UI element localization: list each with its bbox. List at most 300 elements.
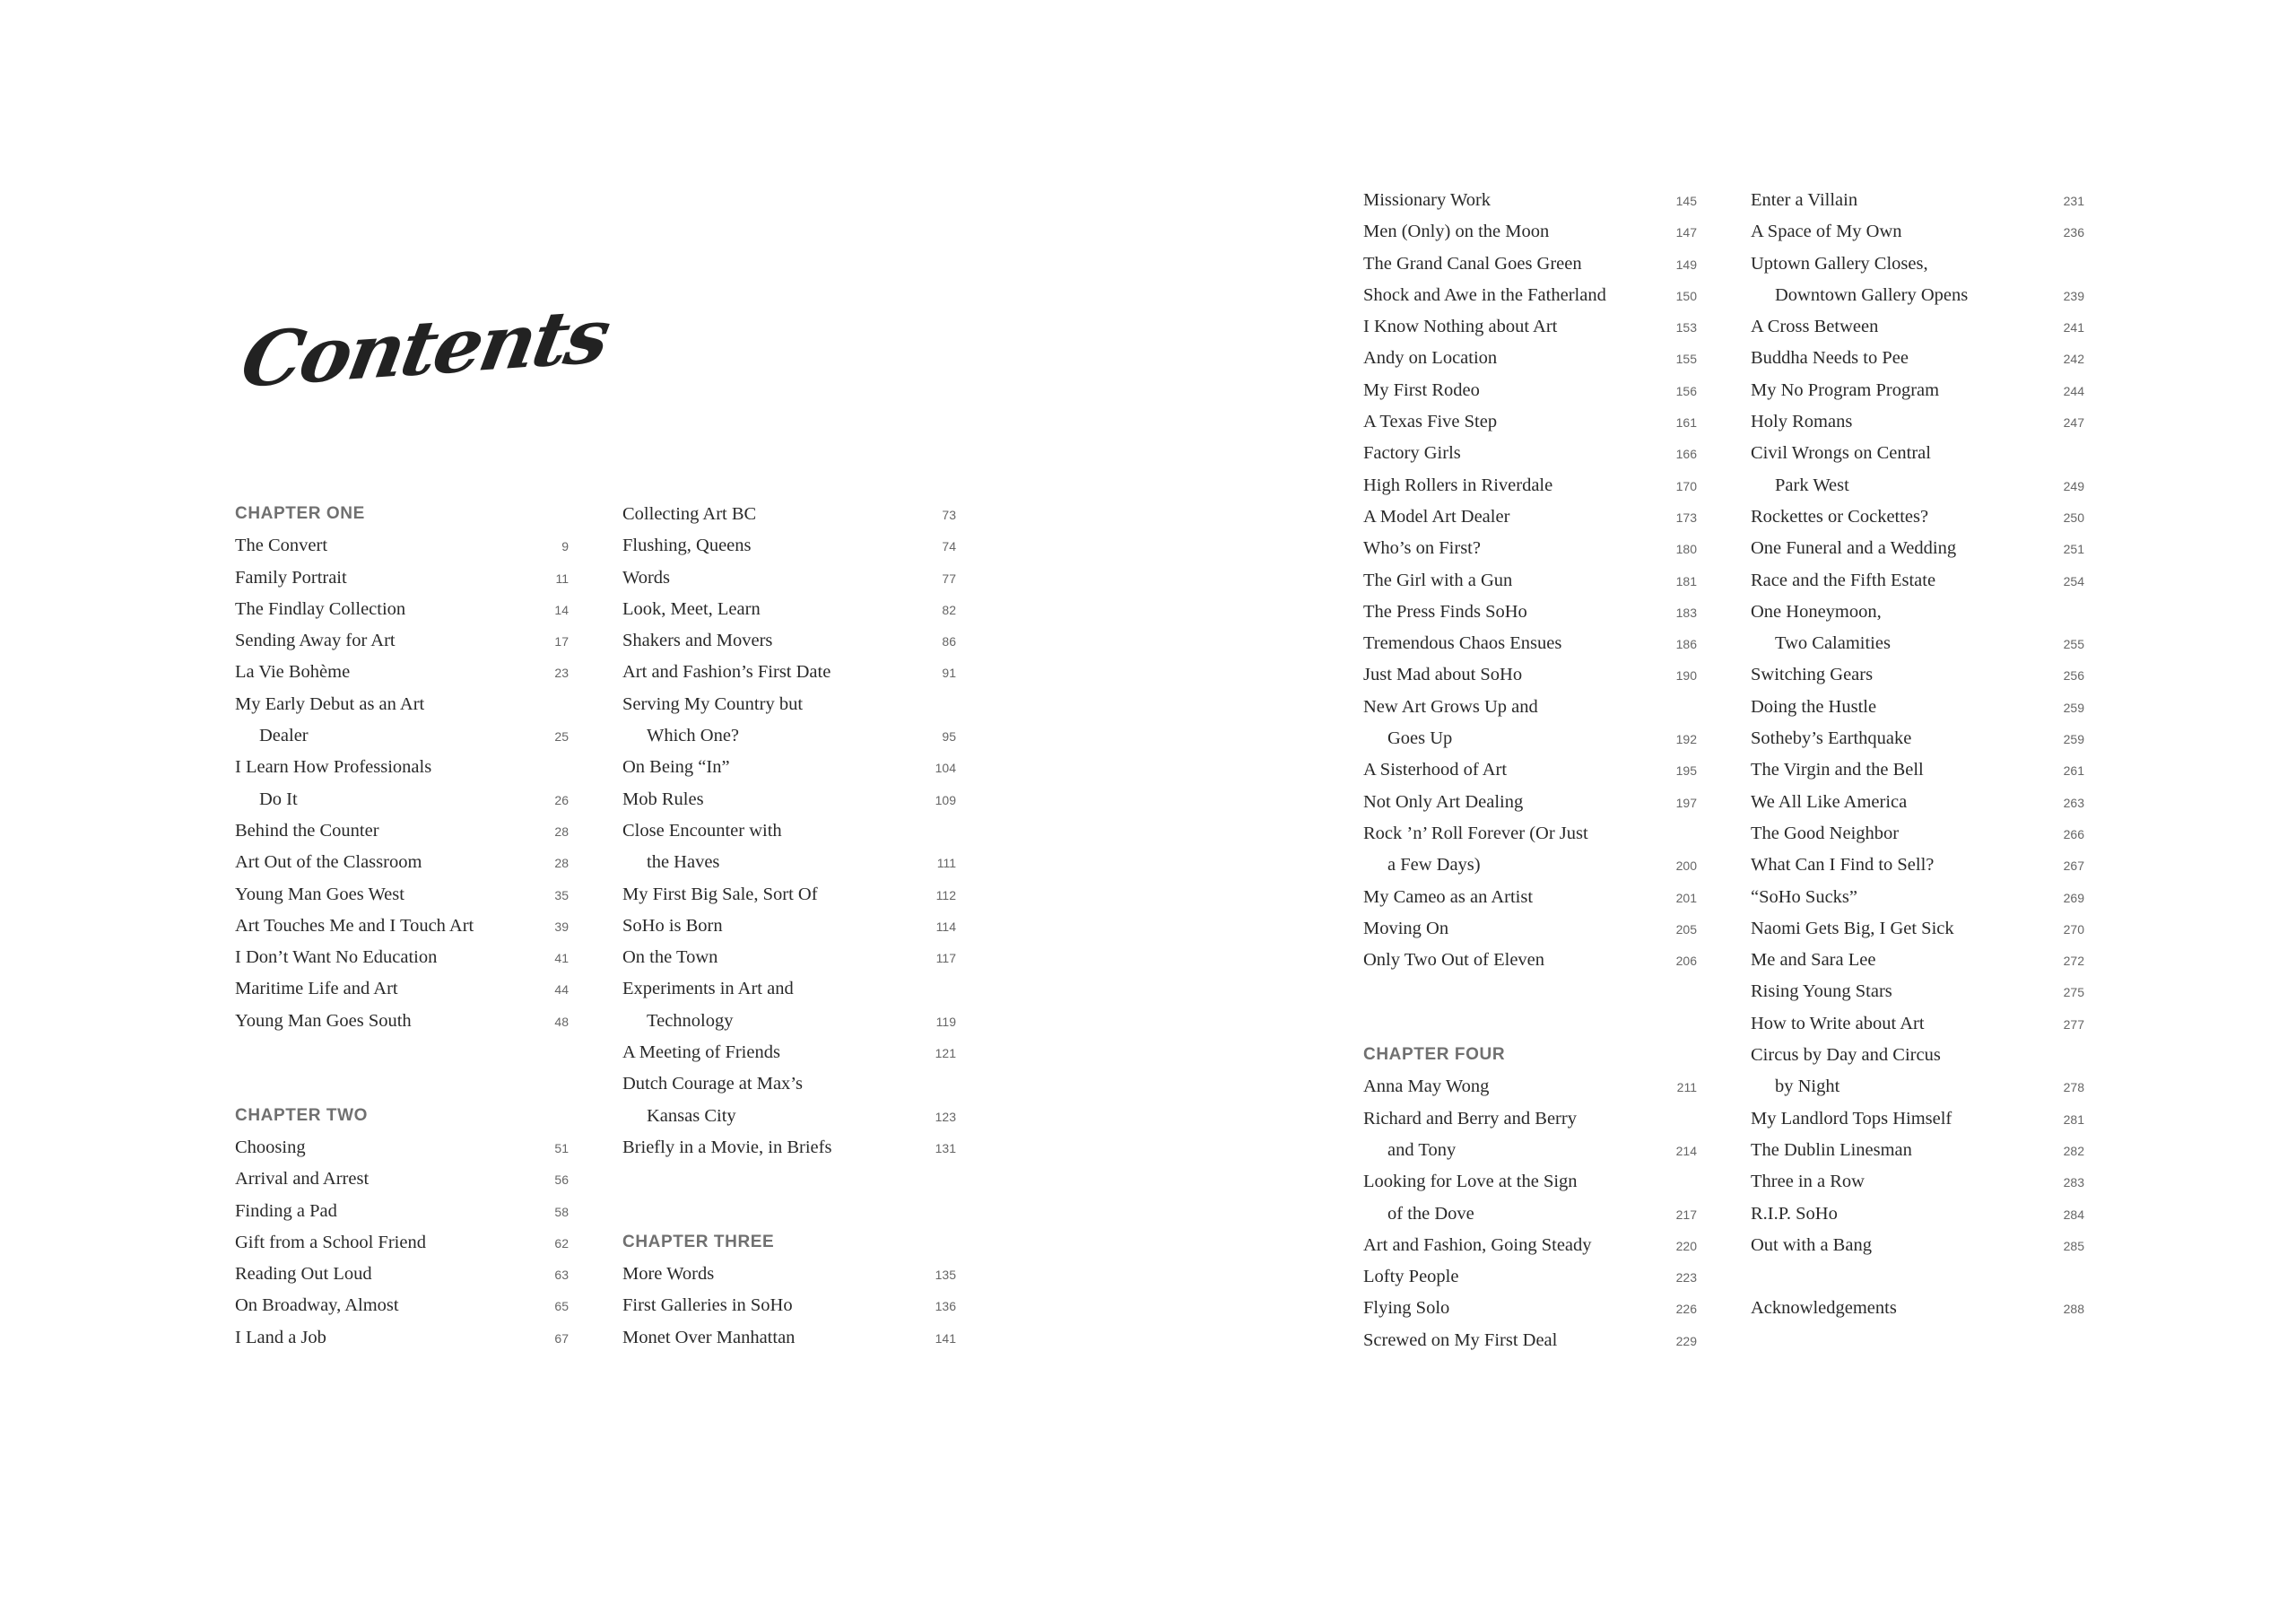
entry-title: Shock and Awe in the Fatherland [1363,284,1606,305]
entry-title: Out with a Bang [1751,1234,1872,1255]
page-number: 239 [2063,288,2084,303]
page-number: 223 [1675,1270,1697,1285]
toc-entry[interactable] [1363,881,1697,912]
entry-title: Me and Sara Lee [1751,950,1876,971]
entry-title: Serving My Country but [622,693,804,714]
entry-title: Switching Gears [1751,665,1874,685]
page-number: 259 [2063,700,2084,715]
entry-title: The Virgin and the Bell [1751,760,1924,780]
toc-entry[interactable] [1751,754,2084,785]
toc-entry[interactable] [1363,754,1697,785]
page-number: 48 [554,1014,569,1029]
page-number: 145 [1675,194,1697,208]
toc-entry[interactable] [1363,658,1697,690]
page-number: 206 [1675,954,1697,969]
entry-title: What Can I Find to Sell? [1751,855,1935,876]
entry-title: Young Man Goes South [235,1010,412,1031]
toc-entry[interactable] [1363,184,1697,215]
entry-title: Andy on Location [1363,348,1498,369]
toc-entry[interactable] [622,941,956,972]
entry-title: The Grand Canal Goes Green [1363,253,1582,274]
toc-entry[interactable] [1751,817,2084,849]
entry-title: The Dublin Linesman [1751,1139,1912,1160]
toc-entry[interactable] [1751,944,2084,975]
page-number: 23 [554,666,569,681]
entry-title: A Model Art Dealer [1363,506,1510,527]
entry-title: Lofty People [1363,1267,1459,1287]
entry-title: On Being “In” [622,757,730,778]
toc-entry[interactable] [235,878,569,910]
page-number: 282 [2063,1143,2084,1158]
page-number: 183 [1675,605,1697,620]
toc-entry[interactable] [1363,310,1697,342]
entry-title: Missionary Work [1363,190,1492,210]
toc-entry[interactable] [1751,691,2084,722]
toc-entry[interactable] [622,562,956,593]
toc-entry[interactable] [235,656,569,687]
toc-entry[interactable] [1363,279,1697,310]
page-number: 112 [935,887,956,902]
chapter-heading: CHAPTER FOUR [1363,1045,1506,1065]
page-number: 117 [935,951,956,966]
entry-title: A Texas Five Step [1363,412,1498,432]
page-number: 141 [935,1330,956,1346]
entry-title: Circus by Day and Circus [1751,1045,1941,1066]
entry-title: Flushing, Queens [622,536,752,556]
toc-entry[interactable] [622,815,956,878]
entry-title: Briefly in a Movie, in Briefs [622,1137,832,1157]
toc-entry[interactable] [1363,374,1697,405]
page-number: 247 [2063,415,2084,431]
toc-entry[interactable] [622,1289,956,1320]
entry-title: Kansas City [647,1105,736,1126]
entry-title: Downtown Gallery Opens [1775,284,1969,305]
page-number: 62 [554,1235,569,1251]
entry-title: Moving On [1363,918,1449,938]
page-number: 249 [2063,478,2084,493]
entry-title: and Tony [1387,1139,1457,1160]
toc-entry[interactable] [1363,564,1697,596]
entry-title: A Cross Between [1751,317,1879,337]
toc-entry[interactable] [1751,342,2084,373]
entry-title: Three in a Row [1751,1172,1865,1192]
page-number: 190 [1675,668,1697,684]
entry-title: Uptown Gallery Closes, [1751,253,1928,274]
page-number: 41 [554,951,569,966]
toc-entry[interactable] [1751,722,2084,754]
toc-entry[interactable] [1363,248,1697,279]
entry-title: Not Only Art Dealing [1363,791,1524,812]
entry-title: First Galleries in SoHo [622,1295,793,1316]
entry-title: Monet Over Manhattan [622,1327,796,1347]
page-number: 186 [1675,637,1697,652]
page-number: 197 [1675,795,1697,810]
page-number: 135 [935,1268,956,1283]
entry-title: Art and Fashion, Going Steady [1363,1234,1592,1255]
toc-entry[interactable] [1363,786,1697,817]
entry-title: Technology [647,1010,734,1031]
toc-entry[interactable] [1751,1102,2084,1134]
toc-entry[interactable] [1751,975,2084,1007]
entry-title: On the Town [622,947,718,968]
page-number: 114 [935,919,956,934]
page-number: 256 [2063,668,2084,684]
toc-entry[interactable] [622,498,956,529]
entry-title: Art Touches Me and I Touch Art [235,915,474,936]
page-number: 63 [554,1268,569,1283]
toc-entry[interactable] [235,688,569,752]
page-number: 251 [2063,542,2084,557]
entry-title: Park West [1775,475,1849,495]
entry-title: Which One? [647,726,740,746]
entry-title: Do It [259,789,298,809]
entry-title: Enter a Villain [1751,190,1858,210]
toc-entry[interactable] [1363,817,1697,881]
entry-title: A Sisterhood of Art [1363,760,1508,780]
toc-column-3 [1363,184,1697,1355]
toc-entry[interactable] [235,751,569,815]
page-number: 82 [942,602,956,617]
page-number: 284 [2063,1207,2084,1222]
entry-title: Race and the Fifth Estate [1751,570,1936,590]
toc-entry[interactable] [1751,248,2084,311]
toc-column-4 [1751,184,2084,1324]
toc-entry[interactable] [622,1321,956,1353]
toc-entry[interactable] [1363,1165,1697,1229]
page-number: 261 [2063,763,2084,779]
page-number: 14 [554,602,569,617]
toc-entry[interactable] [1363,215,1697,247]
entry-title: High Rollers in Riverdale [1363,475,1553,495]
toc-entry[interactable] [1751,501,2084,532]
page-number: 77 [942,571,956,586]
toc-entry[interactable] [235,1321,569,1353]
page-title: Contents [235,291,615,405]
page-number: 86 [942,634,956,649]
toc-entry[interactable] [1751,215,2084,247]
entry-title: Tremendous Chaos Ensues [1363,633,1562,654]
page-number: 28 [554,824,569,839]
page-number: 150 [1675,288,1697,303]
page-number: 288 [2063,1302,2084,1317]
entry-title: Maritime Life and Art [235,979,398,999]
entry-title: More Words [622,1264,715,1285]
toc-entry[interactable] [1363,405,1697,437]
page-number: 39 [554,919,569,934]
toc-entry[interactable] [1363,1070,1697,1102]
page-number: 153 [1675,320,1697,336]
page-number: 236 [2063,225,2084,240]
entry-title: My Landlord Tops Himself [1751,1108,1952,1129]
page-number: 56 [554,1172,569,1188]
page-number: 25 [554,729,569,745]
page-number: 51 [554,1140,569,1155]
toc-entry[interactable] [1363,912,1697,944]
entry-title: Arrival and Arrest [235,1169,370,1190]
page-number: 181 [1675,573,1697,588]
page-number: 58 [554,1204,569,1219]
toc-entry[interactable] [622,878,956,910]
entry-title: A Meeting of Friends [622,1042,780,1063]
toc-entry[interactable] [1751,564,2084,596]
page-number: 17 [554,634,569,649]
entry-title: La Vie Bohème [235,662,351,683]
toc-entry[interactable] [622,751,956,782]
page-number: 281 [2063,1111,2084,1127]
page-number: 121 [935,1046,956,1061]
toc-entry[interactable] [1751,310,2084,342]
entry-title: The Convert [235,536,328,556]
page-number: 285 [2063,1238,2084,1253]
toc-entry[interactable] [235,1131,569,1163]
toc-entry[interactable] [1363,944,1697,975]
entry-title: Sotheby’s Earthquake [1751,728,1912,749]
toc-entry[interactable] [235,624,569,656]
toc-entry[interactable] [1751,912,2084,944]
page-number: 67 [554,1330,569,1346]
page-number: 161 [1675,415,1697,431]
page-number: 136 [935,1299,956,1314]
entry-title: Screwed on My First Deal [1363,1329,1558,1350]
page-number: 277 [2063,1016,2084,1032]
entry-title: On Broadway, Almost [235,1295,399,1316]
page-number: 269 [2063,890,2084,905]
page-number: 244 [2063,383,2084,398]
page-number: 205 [1675,921,1697,937]
page-number: 200 [1675,858,1697,874]
toc-entry[interactable] [1751,1165,2084,1197]
page-number: 272 [2063,954,2084,969]
entry-title: Dutch Courage at Max’s [622,1074,803,1094]
page-number: 109 [935,792,956,807]
entry-title: Civil Wrongs on Central [1751,443,1931,464]
toc-entry[interactable] [1751,437,2084,501]
entry-title: One Funeral and a Wedding [1751,538,1957,559]
toc-entry[interactable] [235,941,569,972]
entry-title: Reading Out Loud [235,1264,372,1285]
toc-entry[interactable] [1751,532,2084,563]
toc-entry[interactable] [1363,1229,1697,1260]
toc-entry[interactable] [622,624,956,656]
entry-title: A Space of My Own [1751,222,1902,242]
toc-entry[interactable] [622,1036,956,1068]
toc-entry[interactable] [1363,1260,1697,1292]
page-number: 180 [1675,542,1697,557]
entry-title: Buddha Needs to Pee [1751,348,1909,369]
page-number: 192 [1675,732,1697,747]
entry-title: I Know Nothing about Art [1363,317,1558,337]
toc-entry[interactable] [1751,1229,2084,1260]
page-number: 119 [935,1014,956,1029]
entry-title: Sending Away for Art [235,631,396,651]
entry-title: How to Write about Art [1751,1013,1925,1033]
entry-title: Acknowledgements [1751,1298,1897,1319]
page-number: 267 [2063,858,2084,874]
page-number: 283 [2063,1175,2084,1190]
entry-title: by Night [1775,1076,1840,1097]
page-number: 201 [1675,890,1697,905]
toc-entry[interactable] [622,656,956,687]
page-number: 73 [942,508,956,522]
entry-title: Collecting Art BC [622,504,757,524]
toc-entry[interactable] [235,1289,569,1320]
toc-entry[interactable] [235,815,569,846]
entry-title: Words [622,567,671,588]
toc-entry[interactable] [235,972,569,1004]
entry-title: Art and Fashion’s First Date [622,662,831,683]
page-number: 231 [2063,194,2084,208]
entry-title: Goes Up [1387,728,1453,749]
entry-title: I Land a Job [235,1327,326,1347]
toc-entry[interactable] [1751,881,2084,912]
page-number: 28 [554,856,569,871]
entry-title: My Early Debut as an Art [235,693,425,714]
toc-entry[interactable] [622,593,956,624]
page-number: 104 [935,761,956,776]
page-number: 149 [1675,257,1697,272]
page-number: 11 [555,571,569,586]
entry-title: Dealer [259,726,309,746]
toc-entry[interactable] [622,1131,956,1163]
toc-entry[interactable] [1363,437,1697,468]
entry-title: R.I.P. SoHo [1751,1203,1838,1224]
entry-title: Looking for Love at the Sign [1363,1172,1578,1192]
toc-entry[interactable] [1751,658,2084,690]
toc-entry[interactable] [1363,1102,1697,1166]
toc-entry[interactable] [235,1195,569,1226]
toc-entry[interactable] [1751,1134,2084,1165]
page-number: 166 [1675,447,1697,462]
page-number: 263 [2063,795,2084,810]
page-number: 91 [942,666,956,681]
entry-title: the Haves [647,852,720,873]
entry-title: Experiments in Art and [622,979,794,999]
toc-entry[interactable] [1751,1007,2084,1039]
toc-entry[interactable] [235,1258,569,1289]
entry-title: Factory Girls [1363,443,1461,464]
toc-entry[interactable] [1363,501,1697,532]
page-number: 217 [1675,1207,1697,1222]
entry-title: Choosing [235,1137,306,1157]
entry-title: The Girl with a Gun [1363,570,1513,590]
page-number: 35 [554,887,569,902]
entry-title: My No Program Program [1751,379,1940,400]
entry-title: I Learn How Professionals [235,757,432,778]
entry-title: The Press Finds SoHo [1363,601,1527,622]
toc-entry[interactable] [1751,786,2084,817]
toc-column-2 [622,498,956,1353]
page-number: 131 [935,1140,956,1155]
toc-entry[interactable] [1751,1292,2084,1323]
entry-title: Who’s on First? [1363,538,1481,559]
toc-entry[interactable] [235,1163,569,1194]
page-number: 241 [2063,320,2084,336]
entry-title: “SoHo Sucks” [1751,886,1858,907]
toc-entry[interactable] [1751,184,2084,215]
page-number: 65 [554,1299,569,1314]
entry-title: My First Big Sale, Sort Of [622,884,818,904]
toc-entry[interactable] [1363,469,1697,501]
page-number: 266 [2063,826,2084,841]
toc-entry[interactable] [622,783,956,815]
entry-title: I Don’t Want No Education [235,947,438,968]
page-number: 123 [935,1109,956,1124]
entry-title: Rising Young Stars [1751,981,1892,1002]
toc-entry[interactable] [1751,849,2084,880]
toc-entry[interactable] [622,972,956,1036]
toc-entry[interactable] [1363,532,1697,563]
toc-entry[interactable] [1363,1324,1697,1355]
toc-entry[interactable] [1363,596,1697,627]
toc-entry[interactable] [1751,1039,2084,1102]
page-number: 259 [2063,732,2084,747]
entry-title: Shakers and Movers [622,631,773,651]
entry-title: My Cameo as an Artist [1363,886,1534,907]
page-number: 9 [561,539,569,554]
toc-entry[interactable] [1363,691,1697,754]
chapter-heading: CHAPTER THREE [622,1232,775,1251]
page-number: 170 [1675,478,1697,493]
entry-title: Anna May Wong [1363,1076,1490,1097]
page-number: 44 [554,982,569,998]
page-number: 111 [936,856,956,871]
toc-entry[interactable] [1363,342,1697,373]
page-number: 270 [2063,921,2084,937]
page-number: 95 [942,729,956,745]
toc-entry[interactable] [1751,405,2084,437]
page-number: 195 [1675,763,1697,779]
entry-title: My First Rodeo [1363,379,1480,400]
toc-entry[interactable] [235,529,569,561]
entry-title: Gift from a School Friend [235,1232,426,1252]
toc-entry[interactable] [1751,596,2084,659]
entry-title: Mob Rules [622,789,704,809]
page-number: 255 [2063,637,2084,652]
toc-entry[interactable] [622,529,956,561]
chapter-heading: CHAPTER ONE [235,504,365,523]
page-number: 229 [1675,1333,1697,1348]
page-number: 173 [1675,510,1697,525]
entry-title: New Art Grows Up and [1363,696,1538,717]
page-number: 211 [1676,1080,1697,1095]
toc-entry[interactable] [235,562,569,593]
entry-title: Art Out of the Classroom [235,852,422,873]
page-number: 278 [2063,1080,2084,1095]
toc-entry[interactable] [235,1005,569,1036]
toc-entry[interactable] [1751,1198,2084,1229]
toc-entry[interactable] [622,688,956,752]
entry-title: of the Dove [1387,1203,1474,1224]
entry-title: Richard and Berry and Berry [1363,1108,1577,1129]
toc-entry[interactable] [1751,374,2084,405]
entry-title: Young Man Goes West [235,884,404,904]
entry-title: a Few Days) [1387,855,1481,876]
page-number: 250 [2063,510,2084,525]
page-number: 147 [1675,225,1697,240]
toc-entry[interactable] [235,1226,569,1258]
toc-entry[interactable] [235,910,569,941]
toc-entry[interactable] [1363,627,1697,658]
toc-entry[interactable] [622,910,956,941]
toc-entry[interactable] [235,593,569,624]
toc-entry[interactable] [235,846,569,877]
entry-title: Men (Only) on the Moon [1363,222,1550,242]
toc-entry[interactable] [1363,1292,1697,1323]
entry-title: Just Mad about SoHo [1363,665,1523,685]
toc-entry[interactable] [622,1068,956,1131]
toc-entry[interactable] [622,1258,956,1289]
entry-title: Rockettes or Cockettes? [1751,506,1929,527]
